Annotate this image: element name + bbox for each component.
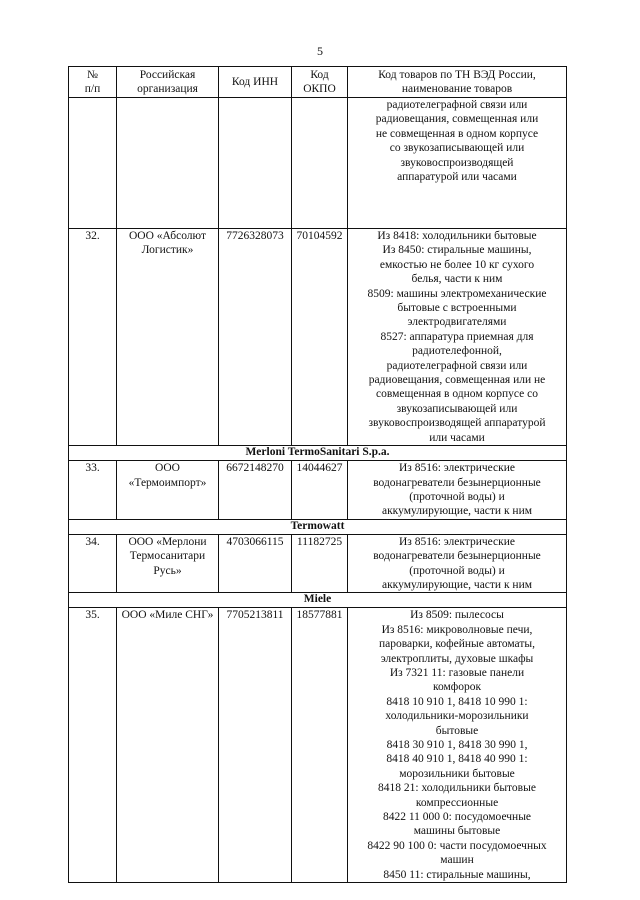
goods-line: аппаратурой или часами [397,171,517,184]
cell-inn [219,98,292,229]
cell-num [69,98,117,229]
goods-line: аккумулирующие, части к ним [381,505,533,518]
cell-okpo: 14044627 [292,461,348,520]
page-number: 5 [317,44,323,58]
goods-line: бытовые [435,724,479,737]
goods-line: Из 8509: пылесосы [410,609,504,622]
cell-inn: 6672148270 [219,461,292,520]
goods-line: пароварки, кофейные автоматы, [379,638,535,651]
goods-line: или часами [429,431,485,444]
cell-goods [348,534,567,593]
goods-line: звуковоспроизводящей аппаратурой [368,417,546,430]
goods-line: электроплиты, духовые шкафы [380,652,534,665]
goods-line: бытовые с встроенными [397,302,517,315]
goods-line: машины бытовые [413,825,501,838]
table-row [69,534,567,593]
goods-line: Из 8516: микроволновые печи, [381,623,533,636]
goods-line: радиовещания, совмещенная или [375,113,539,126]
table-row-continuation [69,98,567,229]
brand-row [69,519,567,534]
brand-name: Termowatt [69,519,567,534]
goods-line: (проточной воды) и [409,564,505,577]
table-row [69,229,567,446]
cell-org: ООО «Мерлони Термосанитари Русь» [117,534,219,593]
header-goods: Код товаров по ТН ВЭД России, наименование товаров [348,67,567,98]
header-org: Российская организация [117,67,219,98]
cell-org [117,98,219,229]
cell-org: ООО «Миле СНГ» [117,608,219,883]
cell-goods [348,98,567,229]
brand-row [69,446,567,461]
goods-line: радиотелеграфной связи или [386,99,528,111]
goods-line: радиотелеграфной связи или [386,359,528,372]
cell-okpo: 70104592 [292,229,348,446]
cell-goods [348,608,567,883]
goods-line: водонагреватели безынерционные [373,550,541,563]
goods-line: белья, части к ним [411,273,503,286]
cell-org: ООО «Абсолют Логистик» [117,229,219,446]
goods-line: 8418 40 910 1, 8418 40 990 1: [386,753,528,766]
goods-line: машин [440,854,474,867]
goods-line: звуковоспроизводящей [400,156,514,169]
table-row [69,461,567,520]
goods-line: 8527: аппаратура приемная для [380,330,534,343]
goods-line: Из 8516: электрические [399,462,515,475]
goods-line: Из 8418: холодильники бытовые [377,230,537,242]
table-row [69,608,567,883]
goods-line: звукозаписывающей или [396,402,518,415]
goods-line: радиовещания, совмещенная или не [368,374,546,387]
header-inn: Код ИНН [219,67,292,98]
goods-line: радиотелефонной, [412,345,502,358]
cell-inn: 4703066115 [219,534,292,593]
cell-num: 32. [69,229,117,446]
cell-goods [348,229,567,446]
goods-line: Из 8450: стиральные машины, [382,244,532,257]
goods-line: 8450 11: стиральные машины, [383,868,531,881]
goods-line: 8509: машины электромеханические [367,287,547,300]
importers-table [68,66,567,883]
cell-goods [348,461,567,520]
goods-line: емкостью не более 10 кг сухого [379,258,535,271]
cell-org: ООО «Термоимпорт» [117,461,219,520]
goods-line: морозильники бытовые [399,767,515,780]
brand-name: Merloni TermoSanitari S.p.a. [69,446,567,461]
goods-line: холодильники-морозильники [385,710,529,723]
header-num: № п/п [69,67,117,98]
goods-line: 8418 30 910 1, 8418 30 990 1, [386,739,528,751]
goods-line: аккумулирующие, части к ним [381,578,533,591]
header-okpo: Код ОКПО [292,67,348,98]
brand-row [69,593,567,608]
goods-line: 8422 11 000 0: посудомоечные [382,811,532,824]
cell-okpo: 18577881 [292,608,348,883]
goods-line: 8422 90 100 0: части посудомоечных [367,839,547,852]
goods-line: электродвигателями [407,316,507,329]
goods-line: со звукозаписывающей или [389,142,525,155]
goods-line: Из 8516: электрические [399,535,515,548]
goods-line: компрессионные [415,796,499,809]
goods-line: не совмещенная в одном корпусе [375,127,539,140]
cell-inn: 7705213811 [219,608,292,883]
goods-line: Из 7321 11: газовые панели [389,666,525,679]
cell-inn: 7726328073 [219,229,292,446]
goods-line: (проточной воды) и [409,490,505,503]
cell-okpo: 11182725 [292,534,348,593]
goods-line: совмещенная в одном корпусе со [376,388,538,401]
cell-num: 35. [69,608,117,883]
cell-okpo [292,98,348,229]
goods-line: 8418 10 910 1, 8418 10 990 1: [386,695,528,708]
table-header-row [69,67,567,98]
goods-line: комфорок [432,681,482,694]
goods-line: водонагреватели безынерционные [373,476,541,489]
cell-num: 33. [69,461,117,520]
goods-line: 8418 21: холодильники бытовые [378,782,536,795]
cell-num: 34. [69,534,117,593]
brand-name: Miele [69,593,567,608]
